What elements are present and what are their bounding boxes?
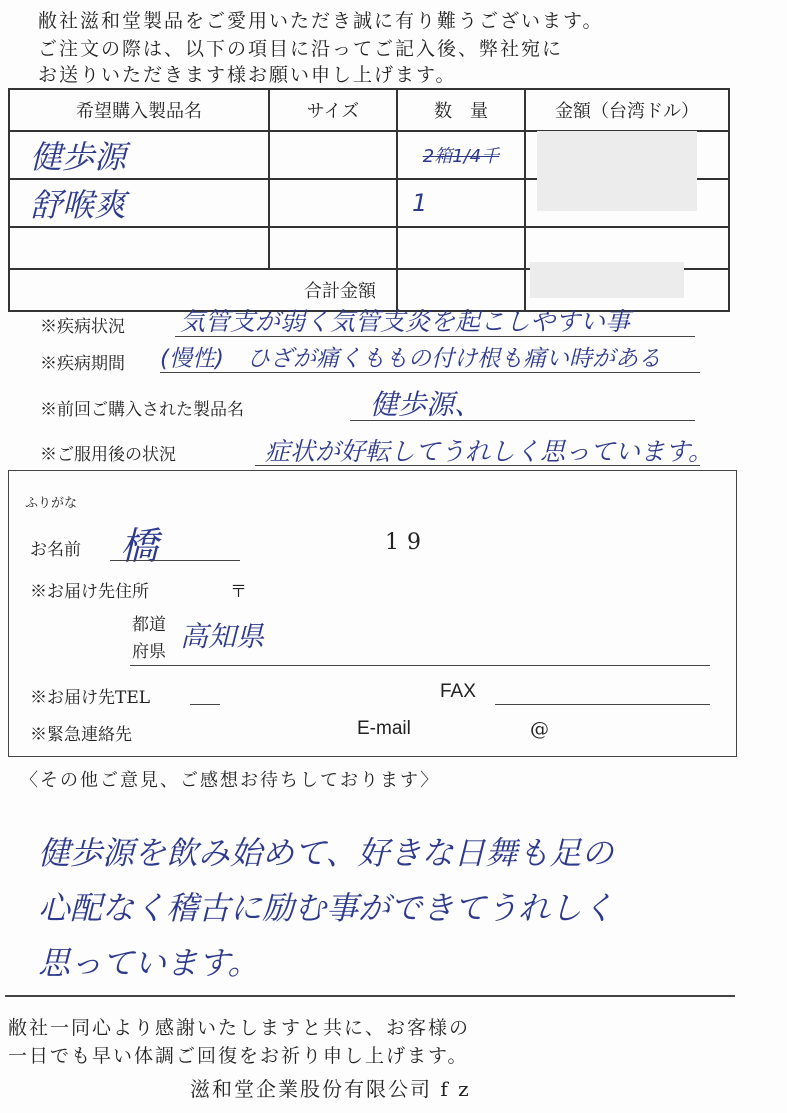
pref-label: 府県 [132, 642, 166, 662]
qty-cell: 2箱1/4千 [397, 131, 525, 179]
redaction [537, 131, 697, 211]
header-product: 希望購入製品名 [9, 89, 269, 131]
size-cell [269, 179, 397, 227]
question-answer: 症状が好転してうれしく思っています。 [265, 437, 714, 466]
comment-line: 思っています。 [38, 944, 260, 982]
fax-label: FAX [440, 681, 476, 702]
header-amount: 金額（台湾ドル） [525, 89, 729, 131]
underline [110, 560, 240, 561]
product-cell: 健歩源 [9, 131, 269, 179]
email-label: E-mail [357, 718, 411, 739]
customer-info-box [8, 470, 737, 757]
company-name: 滋和堂企業股份有限公司 f z [190, 1077, 471, 1101]
closing-line: 一日でも早い体調ご回復をお祈り申し上げます。 [8, 1045, 469, 1067]
underline [160, 372, 700, 373]
underline [175, 336, 695, 337]
product-cell [9, 227, 269, 269]
tel-label: ※お届け先TEL [30, 688, 151, 708]
intro-line: お送りいただきます様お願い申し上げます。 [38, 64, 457, 86]
name-label: お名前 [30, 540, 81, 560]
question-label: ※疾病期間 [40, 354, 125, 374]
postal-mark: 〒 [230, 582, 247, 602]
pref-label: 都道 [132, 615, 166, 635]
product-cell: 舒喉爽 [9, 179, 269, 227]
comment-line: 心配なく稽古に励む事ができてうれしく [38, 889, 615, 927]
question-label: ※前回ご購入された製品名 [40, 400, 244, 420]
furigana-label: ふりがな [25, 496, 78, 511]
question-label: ※疾病状況 [40, 317, 125, 337]
closing-line: 敝社一同心より感謝いたしますと共に、お客様の [8, 1017, 471, 1039]
question-answer: 健歩源、 [370, 388, 483, 421]
header-qty: 数 量 [397, 89, 525, 131]
underline [350, 420, 695, 421]
qty-cell: 1 [397, 179, 525, 227]
at-sign: @ [530, 718, 549, 740]
address-label: ※お届け先住所 [30, 582, 149, 602]
question-answer: 気管支が弱く気管支炎を起こしやすい事 [180, 307, 631, 336]
emergency-label: ※緊急連絡先 [30, 725, 132, 745]
size-cell [269, 131, 397, 179]
underline [255, 465, 700, 466]
question-label: ※ご服用後の状況 [40, 445, 176, 465]
intro-line: ご注文の際は、以下の項目に沿ってご記入後、弊社宛に [38, 38, 564, 60]
size-cell [269, 227, 397, 269]
underline [190, 704, 220, 705]
underline [495, 704, 710, 705]
customer-name: 橋 [120, 524, 159, 568]
underline [130, 665, 710, 666]
redaction [530, 262, 684, 298]
comments-heading: 〈その他ご意見、ご感想お待ちしております〉 [20, 770, 440, 791]
divider [5, 995, 735, 997]
qty-cell [397, 227, 525, 269]
prefecture: 高知県 [180, 620, 265, 653]
customer-age: 19 [385, 530, 429, 555]
question-answer: (慢性) ひざが痛くももの付け根も痛い時がある [160, 346, 661, 372]
header-size: サイズ [269, 89, 397, 131]
total-label: 合計金額 [9, 269, 397, 311]
comment-line: 健歩源を飲み始めて、好きな日舞も足の [38, 834, 614, 872]
intro-line: 敝社滋和堂製品をご愛用いただき誠に有り難うございます。 [38, 10, 604, 32]
